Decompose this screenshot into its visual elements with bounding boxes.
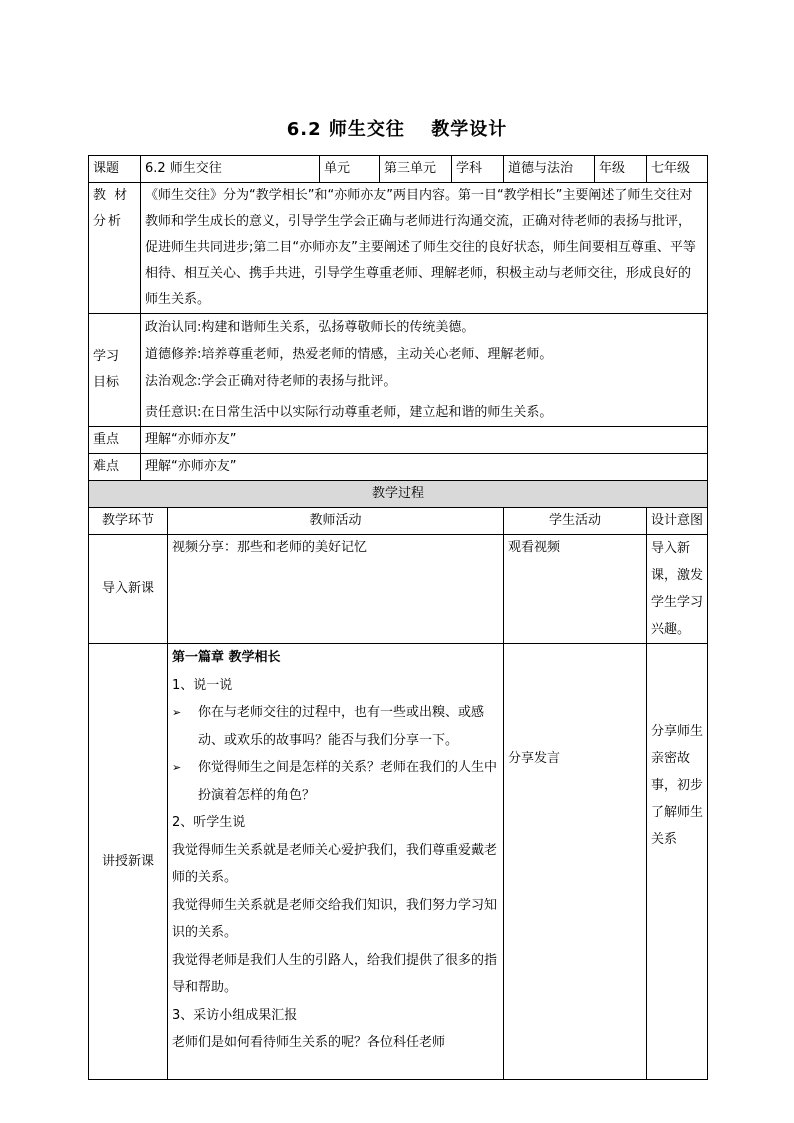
col-teacher: 教师活动 [168,508,504,535]
header-row [89,156,708,183]
chapter-title: 第一篇章 教学相长 [172,650,281,665]
unit-value: 第三单元 [380,156,452,183]
key-point-value: 理解“亦师亦友” [141,427,708,454]
intro-student: 观看视频 [504,535,647,644]
topic-value: 6.2 师生交往 [141,156,320,183]
topic-label: 课题 [89,156,141,183]
subject-value: 道德与法治 [504,156,595,183]
lesson-student [504,644,647,1080]
goal-moral: 道德修养:培养尊重老师，热爱老师的情感，主动关心老师、理解老师。 [145,347,553,362]
student-quote-3: 我觉得老师是我们人生的引路人，给我们提供了很多的指导和帮助。 [172,952,498,995]
bullet-text-1: 你在与老师交往的过程中，也有一些或出糗、或感动、或欢乐的故事吗？能否与我们分享一下。 [198,705,485,748]
step-1: 1、说一说 [172,677,233,693]
step-2: 2、听学生说 [172,815,246,830]
grade-label: 年级 [595,156,647,183]
lesson-stage: 讲授新课 [89,644,168,1080]
step-3: 3、采访小组成果汇报 [172,1007,298,1023]
analysis-label: 教 材 分析 [89,183,141,314]
subject-label: 学科 [452,156,504,183]
lesson-row [89,644,708,1080]
goals-label: 学习 目标 [89,314,141,427]
intro-row [89,535,708,644]
lesson-plan-table [88,155,708,1080]
goals-cell [141,314,708,427]
student-quote-2: 我觉得师生关系就是老师交给我们知识，我们努力学习知识的关系。 [172,897,498,940]
col-intent: 设计意图 [647,508,708,535]
goal-political: 政治认同:构建和谐师生关系，弘扬尊敬师长的传统美德。 [145,320,475,335]
intro-stage: 导入新课 [89,535,168,644]
difficulty-label: 难点 [89,454,141,481]
student-quote-1: 我觉得师生关系就是老师关心爱护我们，我们尊重爱戴老师的关系。 [172,842,498,885]
col-stage: 教学环节 [89,508,168,535]
key-point-label: 重点 [89,427,141,454]
difficulty-value: 理解“亦师亦友” [141,454,708,481]
analysis-row [89,183,708,314]
bullet-item-2 [172,754,499,809]
goals-row [89,314,708,427]
key-point-row [89,427,708,454]
difficulty-row [89,454,708,481]
lesson-student-text: 分享发言 [508,751,561,766]
bullet-text-2: 你觉得师生之间是怎样的关系？老师在我们的人生中扮演着怎样的角色？ [198,760,498,803]
goal-legal: 法治观念:学会正确对待老师的表扬与批评。 [145,374,397,389]
lesson-teacher [168,644,504,1080]
col-student: 学生活动 [504,508,647,535]
arrow-bullet-icon: ➢ [172,761,182,774]
page-title: 6.2 师生交往 教学设计 [286,119,508,140]
process-heading: 教学过程 [89,481,708,508]
bullet-item-1 [172,699,499,754]
intro-intent: 导入新课，激发学生学习兴趣。 [647,535,708,644]
process-heading-row [89,481,708,508]
arrow-bullet-icon: ➢ [172,706,182,719]
unit-label: 单元 [320,156,380,183]
intro-teacher: 视频分享：那些和老师的美好记忆 [168,535,504,644]
analysis-text: 《师生交往》分为“教学相长”和“亦师亦友”两目内容。第一目“教学相长”主要阐述了师生交往对教师和学生成长的意义，引导学生学会正确与老师进行沟通交流，正确对待老师的表扬与批评，促进师生共同进步;第二目“亦师亦友”主要阐述了师生交往的良好状态，师生间要相互尊重、平等相待、相互关心、携手共进，引导学生尊重老师、理解老师，积极主动与老师交往，形成良好的师生关系。 [141,183,708,314]
process-columns-row [89,508,708,535]
grade-value: 七年级 [647,156,708,183]
lesson-intent [647,644,708,1080]
goal-responsibility: 责任意识:在日常生活中以实际行动尊重老师，建立起和谐的师生关系。 [145,405,553,420]
lesson-intent-text: 分享师生亲密故事，初步了解师生关系 [651,724,704,847]
interview-line: 老师们是如何看待师生关系的呢？各位科任老师 [172,1035,446,1050]
